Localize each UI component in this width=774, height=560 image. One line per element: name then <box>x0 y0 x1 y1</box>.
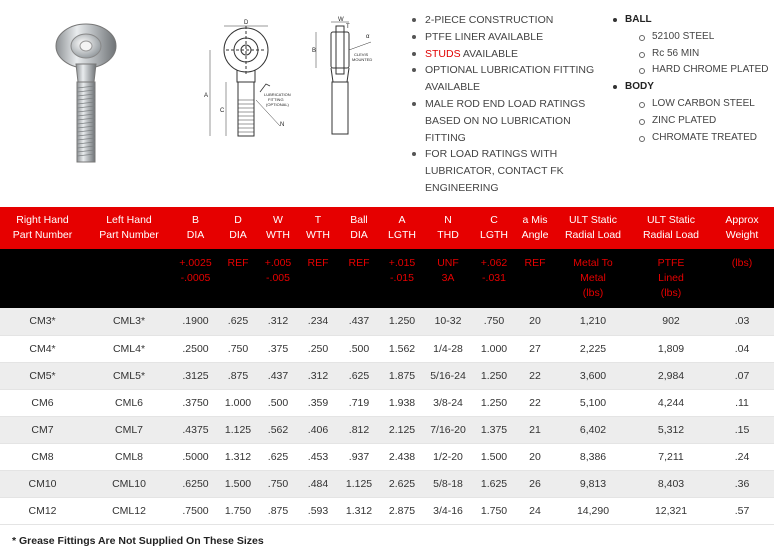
drawing-label-lube-1: LUBRICATION <box>264 92 291 97</box>
table-cell: .3125 <box>173 362 218 389</box>
body-treatment: CHROMATE TREATED <box>612 130 772 147</box>
table-cell: .234 <box>298 308 338 335</box>
table-cell: 1.000 <box>218 389 258 416</box>
table-cell: .6250 <box>173 470 218 497</box>
table-cell: 1/4-28 <box>424 335 472 362</box>
table-cell: .11 <box>710 389 774 416</box>
table-row <box>0 308 774 335</box>
table-cell: 5,312 <box>632 416 710 443</box>
technical-drawing-icon <box>196 17 386 142</box>
table-row <box>0 335 774 362</box>
table-cell: CML4* <box>85 335 173 362</box>
table-cell: 8,403 <box>632 470 710 497</box>
table-cell: 1.500 <box>218 470 258 497</box>
tolerance-cell: REF <box>227 257 249 269</box>
table-cell: 9,813 <box>554 470 632 497</box>
drawing-label-t: T <box>346 24 350 30</box>
table-row <box>0 497 774 524</box>
body-material: LOW CARBON STEEL <box>612 96 772 113</box>
table-cell: .937 <box>338 443 380 470</box>
table-cell: 1.375 <box>472 416 516 443</box>
table-cell: CML3* <box>85 308 173 335</box>
column-header: T WTH <box>306 214 330 241</box>
product-info <box>0 0 774 205</box>
rod-end-photo-icon <box>52 22 120 167</box>
table-cell: 21 <box>516 416 554 443</box>
table-cell: 1.125 <box>338 470 380 497</box>
table-cell: 8,386 <box>554 443 632 470</box>
table-cell: 2.125 <box>380 416 424 443</box>
table-cell: .07 <box>710 362 774 389</box>
table-cell: 1/2-20 <box>424 443 472 470</box>
table-cell: 10-32 <box>424 308 472 335</box>
table-cell: .250 <box>298 335 338 362</box>
table-cell: 7/16-20 <box>424 416 472 443</box>
table-cell: .750 <box>218 335 258 362</box>
table-cell: .57 <box>710 497 774 524</box>
table-cell: 22 <box>516 389 554 416</box>
column-header: C LGTH <box>479 214 508 241</box>
table-cell: 1.250 <box>472 362 516 389</box>
drawing-label-lube-3: (OPTIONAL) <box>266 102 289 107</box>
column-header: ULT Static Radial Load <box>564 214 622 241</box>
column-header: B DIA <box>186 214 205 241</box>
table-cell: 14,290 <box>554 497 632 524</box>
table-cell: CM5* <box>0 362 85 389</box>
table-cell: .24 <box>710 443 774 470</box>
table-cell: .375 <box>258 335 298 362</box>
table-cell: CML7 <box>85 416 173 443</box>
feature-item: MALE ROD END LOAD RATINGS BASED ON NO LUBRICATION FITTING <box>410 96 600 146</box>
table-cell: .15 <box>710 416 774 443</box>
drawing-label-c: C <box>220 108 225 114</box>
feature-item: PTFE LINER AVAILABLE <box>410 29 600 46</box>
table-cell: 1.000 <box>472 335 516 362</box>
ball-finish: HARD CHROME PLATED <box>612 62 772 79</box>
studs-highlight: STUDS <box>425 47 461 60</box>
table-cell: 1,210 <box>554 308 632 335</box>
column-header: a Mis Angle <box>521 214 549 241</box>
drawing-label-clevis-1: CLEVIS <box>354 52 369 57</box>
table-cell: .437 <box>338 308 380 335</box>
ball-heading: BALL <box>612 12 772 29</box>
table-cell: 24 <box>516 497 554 524</box>
column-header: Ball DIA <box>350 214 368 241</box>
table-cell: 1.625 <box>472 470 516 497</box>
table-cell: CM3* <box>0 308 85 335</box>
table-cell: CML5* <box>85 362 173 389</box>
table-cell: CML8 <box>85 443 173 470</box>
tolerance-cell: +.062 -.031 <box>480 257 508 284</box>
table-cell: CM7 <box>0 416 85 443</box>
table-cell: 1.875 <box>380 362 424 389</box>
spec-table <box>0 207 774 525</box>
feature-item: FOR LOAD RATINGS WITH LUBRICATOR, CONTACT FK ENGINEERING <box>410 146 600 196</box>
column-header: ULT Static Radial Load <box>642 214 700 241</box>
tolerance-cell <box>85 249 173 308</box>
table-cell: 2.438 <box>380 443 424 470</box>
table-cell: .593 <box>298 497 338 524</box>
drawing-label-a: A <box>204 93 209 99</box>
table-cell: 2.875 <box>380 497 424 524</box>
table-cell: 3,600 <box>554 362 632 389</box>
tolerance-cell: REF <box>348 257 370 269</box>
table-cell: 902 <box>632 308 710 335</box>
table-cell: 1.500 <box>472 443 516 470</box>
column-header: N THD <box>437 214 459 241</box>
table-cell: CM4* <box>0 335 85 362</box>
ball-hardness: Rc 56 MIN <box>612 46 772 63</box>
tolerance-cell: Metal To Metal (lbs) <box>573 257 613 299</box>
feature-item: 2-PIECE CONSTRUCTION <box>410 12 600 29</box>
drawing-label-alpha: α <box>366 34 370 40</box>
table-cell: 22 <box>516 362 554 389</box>
column-header: Approx Weight <box>725 214 759 241</box>
table-cell: 1.125 <box>218 416 258 443</box>
table-cell: 1,809 <box>632 335 710 362</box>
table-cell: .4375 <box>173 416 218 443</box>
body-heading: BODY <box>612 79 772 96</box>
materials-list <box>612 12 772 146</box>
table-cell: .625 <box>338 362 380 389</box>
column-header: Right Hand Part Number <box>12 214 73 241</box>
table-cell: 20 <box>516 308 554 335</box>
table-cell: .625 <box>258 443 298 470</box>
table-cell: .437 <box>258 362 298 389</box>
drawing-label-clevis-2: MOUNTED <box>352 57 373 62</box>
table-cell: 1.938 <box>380 389 424 416</box>
table-cell: 5,100 <box>554 389 632 416</box>
tolerance-cell: REF <box>307 257 329 269</box>
tolerance-cell <box>0 249 85 308</box>
table-cell: 6,402 <box>554 416 632 443</box>
drawing-label-lube-2: FITTING <box>268 97 284 102</box>
table-cell: .875 <box>258 497 298 524</box>
table-cell: .453 <box>298 443 338 470</box>
feature-list <box>410 12 600 197</box>
table-cell: .500 <box>338 335 380 362</box>
table-cell: 1.250 <box>380 308 424 335</box>
table-cell: .03 <box>710 308 774 335</box>
table-cell: CM8 <box>0 443 85 470</box>
table-cell: .1900 <box>173 308 218 335</box>
feature-item: STUDS AVAILABLE <box>410 46 600 63</box>
feature-item: OPTIONAL LUBRICATION FITTING AVAILABLE <box>410 62 600 96</box>
table-cell: 20 <box>516 443 554 470</box>
table-cell: .04 <box>710 335 774 362</box>
table-cell: .750 <box>258 470 298 497</box>
table-cell: 3/8-24 <box>424 389 472 416</box>
column-header: D DIA <box>229 214 247 241</box>
table-cell: 2.625 <box>380 470 424 497</box>
table-cell: .562 <box>258 416 298 443</box>
tolerance-cell: +.005 -.005 <box>264 257 292 284</box>
tolerance-cell: REF <box>524 257 546 269</box>
table-cell: CM10 <box>0 470 85 497</box>
body-plating: ZINC PLATED <box>612 113 772 130</box>
table-cell: 2,225 <box>554 335 632 362</box>
tolerance-cell: +.0025 -.0005 <box>179 257 212 284</box>
table-cell: CML6 <box>85 389 173 416</box>
table-cell: CM6 <box>0 389 85 416</box>
column-header: A LGTH <box>387 214 416 241</box>
table-cell: 1.562 <box>380 335 424 362</box>
column-header: Left Hand Part Number <box>99 214 159 241</box>
table-cell: .812 <box>338 416 380 443</box>
table-cell: .406 <box>298 416 338 443</box>
table-cell: .875 <box>218 362 258 389</box>
tolerance-cell: UNF 3A <box>437 257 459 284</box>
ball-material: 52100 STEEL <box>612 29 772 46</box>
table-cell: CML12 <box>85 497 173 524</box>
table-cell: .750 <box>472 308 516 335</box>
table-cell: .5000 <box>173 443 218 470</box>
table-row <box>0 389 774 416</box>
drawing-label-n: N <box>280 122 285 128</box>
tolerance-cell: PTFE Lined (lbs) <box>657 257 685 299</box>
table-cell: CM12 <box>0 497 85 524</box>
table-cell: 5/8-18 <box>424 470 472 497</box>
table-header-row <box>0 207 774 249</box>
table-cell: .312 <box>258 308 298 335</box>
table-cell: .719 <box>338 389 380 416</box>
table-cell: 2,984 <box>632 362 710 389</box>
table-cell: 1.250 <box>472 389 516 416</box>
table-cell: .625 <box>218 308 258 335</box>
table-cell: .7500 <box>173 497 218 524</box>
table-cell: .2500 <box>173 335 218 362</box>
drawing-label-b: B <box>312 48 317 54</box>
table-row <box>0 362 774 389</box>
table-cell: .312 <box>298 362 338 389</box>
table-cell: 1.750 <box>218 497 258 524</box>
drawing-label-d: D <box>244 20 249 26</box>
table-cell: .359 <box>298 389 338 416</box>
table-row <box>0 416 774 443</box>
table-cell: 1.750 <box>472 497 516 524</box>
footnote: * Grease Fittings Are Not Supplied On These Sizes <box>12 535 264 547</box>
table-cell: CML10 <box>85 470 173 497</box>
drawing-label-w: W <box>338 17 344 23</box>
table-cell: 27 <box>516 335 554 362</box>
table-cell: .500 <box>258 389 298 416</box>
table-cell: .484 <box>298 470 338 497</box>
table-cell: .3750 <box>173 389 218 416</box>
table-cell: 5/16-24 <box>424 362 472 389</box>
table-cell: 12,321 <box>632 497 710 524</box>
column-header: W WTH <box>266 214 290 241</box>
table-row <box>0 443 774 470</box>
table-tolerance-row <box>0 249 774 308</box>
tolerance-cell: +.015 -.015 <box>388 257 416 284</box>
table-row <box>0 470 774 497</box>
tolerance-cell: (lbs) <box>731 257 753 269</box>
table-cell: 1.312 <box>338 497 380 524</box>
table-cell: 3/4-16 <box>424 497 472 524</box>
table-cell: 26 <box>516 470 554 497</box>
table-cell: 1.312 <box>218 443 258 470</box>
table-cell: .36 <box>710 470 774 497</box>
table-cell: 7,211 <box>632 443 710 470</box>
table-cell: 4,244 <box>632 389 710 416</box>
